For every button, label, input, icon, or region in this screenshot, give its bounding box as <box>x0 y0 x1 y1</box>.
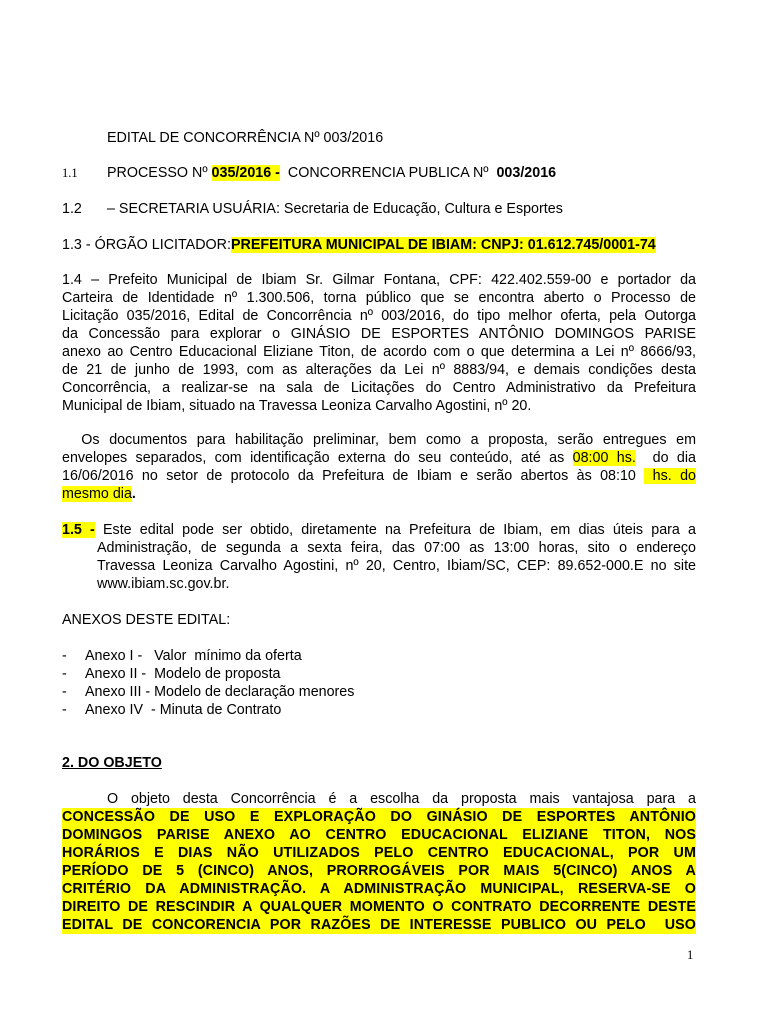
orgao-value: PREFEITURA MUNICIPAL DE IBIAM: CNPJ: 01.612.745/0001-74 <box>230 237 656 253</box>
paragraph-line: Os documentos para habilitação preliminar, bem como a proposta, serão entregues em <box>62 432 696 448</box>
item-1-2 <box>62 200 696 218</box>
item-1-3 <box>62 236 696 254</box>
section-heading: 2. DO OBJETO <box>62 755 162 771</box>
orgao-label: 1.3 - ÓRGÃO LICITADOR: <box>62 237 231 253</box>
documents-paragraph <box>62 431 696 503</box>
bullet: - <box>62 684 67 700</box>
concorrencia-label: CONCORRENCIA PUBLICA Nº <box>287 165 489 181</box>
paragraph-line: Concorrência, a realizar-se na sala de Licitações do Centro Administrativo da Prefeitura <box>62 380 696 396</box>
highlight-day: mesmo dia <box>62 486 132 502</box>
highlight-time: hs. do <box>644 468 696 484</box>
bullet: - <box>62 648 67 664</box>
paragraph-line: da Concessão para explorar o GINÁSIO DE ESPORTES ANTÔNIO DOMINGOS PARISE <box>62 326 696 342</box>
item-number: 1.5 - <box>62 522 95 538</box>
paragraph-line: PERÍODO DE 5 (CINCO) ANOS, PRORROGÁVEIS POR MAIS 5(CINCO) ANOS A <box>62 863 696 879</box>
paragraph-line: EDITAL DE CONCORENCIA POR RAZÕES DE INTERESSE PUBLICO OU PELO USO <box>62 917 696 933</box>
paragraph-line: 1.4 – Prefeito Municipal de Ibiam Sr. Gilmar Fontana, CPF: 422.402.559-00 e portador da <box>62 272 696 288</box>
item-1-1 <box>62 164 696 182</box>
list-item <box>62 665 281 683</box>
paragraph-line <box>62 449 696 467</box>
paragraph-line: CONCESSÃO DE USO E EXPLORAÇÃO DO GINÁSIO DE ESPORTES ANTÔNIO <box>62 809 696 825</box>
website-link: www.ibiam.sc.gov.br. <box>97 576 230 592</box>
objeto-paragraph <box>62 790 696 934</box>
paragraph-line: Carteira de Identidade nº 1.300.506, torna público que se encontra aberto o Processo de <box>62 290 696 306</box>
paragraph-line: O objeto desta Concorrência é a escolha da proposta mais vantajosa para a <box>107 791 696 807</box>
paragraph-line: Municipal de Ibiam, situado na Travessa Leoniza Carvalho Agostini, nº 20. <box>62 398 532 414</box>
bullet: - <box>62 702 67 718</box>
paragraph-line: Administração, de segunda a sexta feira, das 07:00 as 13:00 horas, sito o endereço <box>97 540 696 556</box>
item-1-4-paragraph <box>62 271 696 415</box>
list-item <box>62 647 302 665</box>
item-1-5 <box>62 521 696 593</box>
text-span: 16/06/2016 no setor de protocolo da Prefeitura de Ibiam e serão abertos às 08:10 <box>62 468 645 484</box>
concorrencia-number: 003/2016 <box>496 165 557 181</box>
text-span: do dia <box>635 450 696 466</box>
paragraph-line: CRITÉRIO DA ADMINISTRAÇÃO. A ADMINISTRAÇÃO MUNICIPAL, RESERVA-SE O <box>62 881 696 897</box>
anexo-label: Anexo II - Modelo de proposta <box>85 666 281 682</box>
highlight-time: 08:00 hs. <box>572 450 636 466</box>
processo-label: PROCESSO Nº <box>107 165 208 181</box>
text-span: . <box>131 486 136 502</box>
paragraph-line: DIREITO DE RESCINDIR A QUALQUER MOMENTO O CONTRATO DECORRENTE DESTE <box>62 899 696 915</box>
anexo-label: Anexo III - Modelo de declaração menores <box>85 684 355 700</box>
bullet: - <box>62 666 67 682</box>
processo-number: 035/2016 - <box>211 165 280 181</box>
edital-title: EDITAL DE CONCORRÊNCIA Nº 003/2016 <box>107 130 384 146</box>
text-span: envelopes separados, com identificação externa do seu conteúdo, até as <box>62 450 573 466</box>
paragraph-line: DOMINGOS PARISE ANEXO AO CENTRO EDUCACIONAL ELIZIANE TITON, NOS <box>62 827 696 843</box>
paragraph-line: HORÁRIOS E DIAS NÃO UTILIZADOS PELO CENTRO EDUCACIONAL, POR UM <box>62 845 696 861</box>
paragraph-line: Licitação 035/2016, Edital de Concorrência nº 003/2016, do tipo melhor oferta, pela Outorga <box>62 308 696 324</box>
paragraph-line: anexo ao Centro Educacional Eliziane Titon, de acordo com o que determina a Lei nº 8666/93, <box>62 344 696 360</box>
page-number: 1 <box>687 948 694 962</box>
list-item <box>62 701 281 719</box>
item-number: 1.1 <box>62 166 78 180</box>
text-span: Este edital pode ser obtido, diretamente na Prefeitura de Ibiam, em dias úteis para a <box>94 522 696 538</box>
paragraph-line: Travessa Leoniza Carvalho Agostini, nº 20, Centro, Ibiam/SC, CEP: 89.652-000.E no site <box>97 558 696 574</box>
paragraph-line <box>62 521 696 539</box>
anexo-label: Anexo IV - Minuta de Contrato <box>85 702 282 718</box>
secretaria-text: – SECRETARIA USUÁRIA: Secretaria de Educação, Cultura e Esportes <box>107 201 563 217</box>
paragraph-line: de 21 de junho de 1993, com as alterações da Lei nº 8883/94, e demais condições desta <box>62 362 696 378</box>
list-item <box>62 683 354 701</box>
paragraph-line <box>62 485 696 503</box>
anexos-heading: ANEXOS DESTE EDITAL: <box>62 612 231 628</box>
paragraph-line <box>62 467 696 485</box>
anexo-label: Anexo I - Valor mínimo da oferta <box>85 648 302 664</box>
item-number: 1.2 <box>62 201 82 217</box>
